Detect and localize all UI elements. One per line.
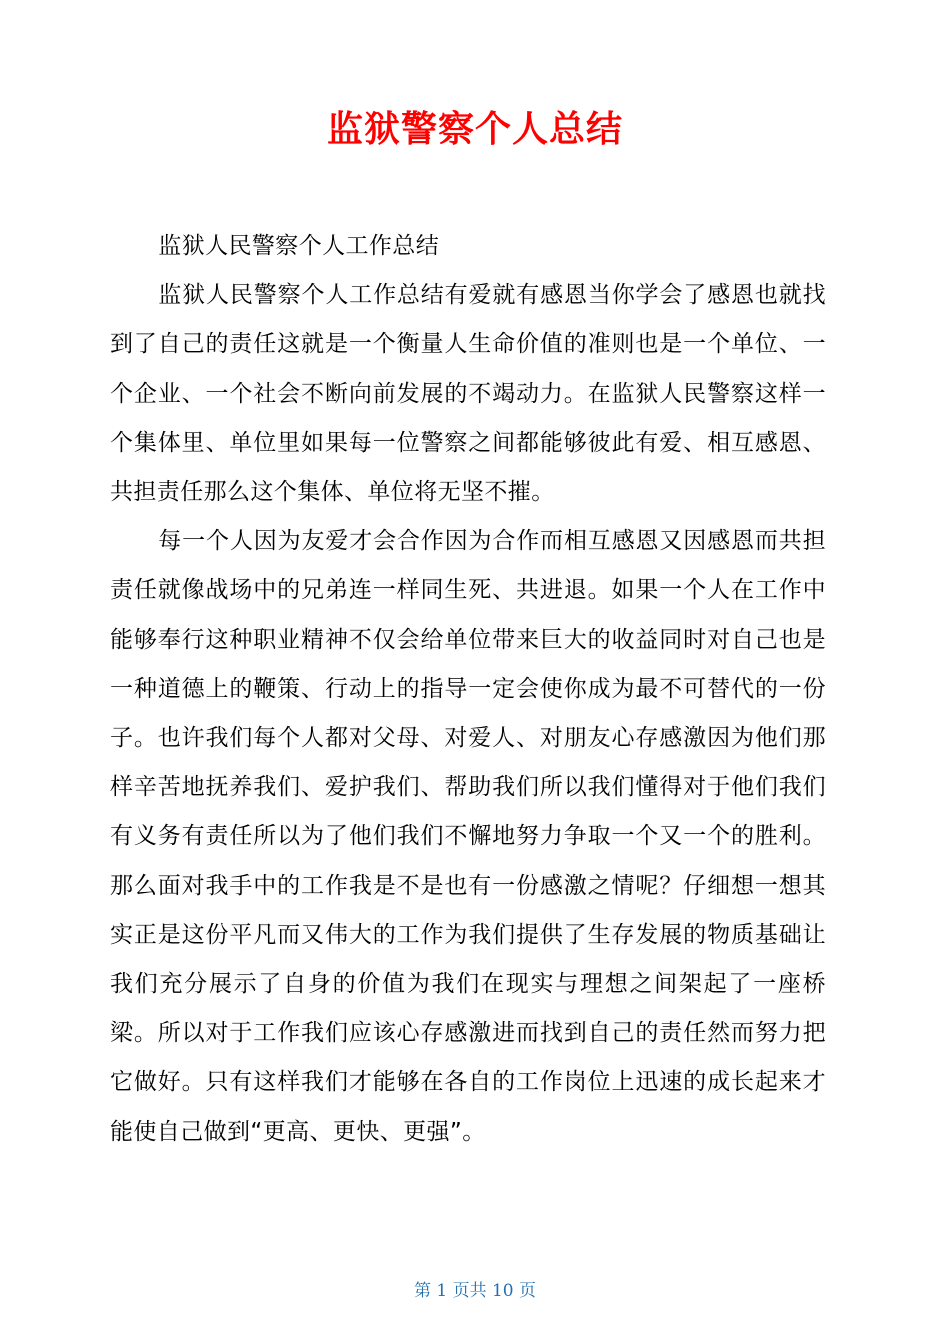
page-footer: 第 1 页共 10 页 xyxy=(413,1281,537,1301)
paragraph-subtitle: 监狱人民警察个人工作总结 xyxy=(158,233,440,259)
document-title: 监狱警察个人总结 xyxy=(326,109,623,150)
paragraph-1: 监狱人民警察个人工作总结有爱就有感恩当你学会了感恩也就找到了自己的责任这就是一个衡量人生命价值的准则也是一个单位、一个企业、一个社会不断向前发展的不竭动力。在监狱人民警察这样一个集体里、单位里如果每一位警察之间都能够彼此有爱、相互感恩、共担责任那么这个集体、单位将无坚不摧。 xyxy=(110,282,826,506)
document-body xyxy=(110,222,826,1157)
paragraph-2: 每一个人因为友爱才会合作因为合作而相互感恩又因感恩而共担责任就像战场中的兄弟连一样同生死、共进退。如果一个人在工作中能够奉行这种职业精神不仅会给单位带来巨大的收益同时对自己也是一种道德上的鞭策、行动上的指导一定会使你成为最不可替代的一份子。也许我们每个人都对父母、对爱人、对朋友心存感激因为他们那样辛苦地抚养我们、爱护我们、帮助我们所以我们懂得对于他们我们有义务有责任所以为了他们我们不懈地努力争取一个又一个的胜利。那么面对我手中的工作我是不是也有一份感激之情呢？仔细想一想其实正是这份平凡而又伟大的工作为我们提供了生存发展的物质基础让我们充分展示了自身的价值为我们在现实与理想之间架起了一座桥梁。所以对于工作我们应该心存感激进而找到自己的责任然而努力把它做好。只有这样我们才能够在各自的工作岗位上迅速的成长起来才能使自己做到“更高、更快、更强”。 xyxy=(110,528,826,1145)
